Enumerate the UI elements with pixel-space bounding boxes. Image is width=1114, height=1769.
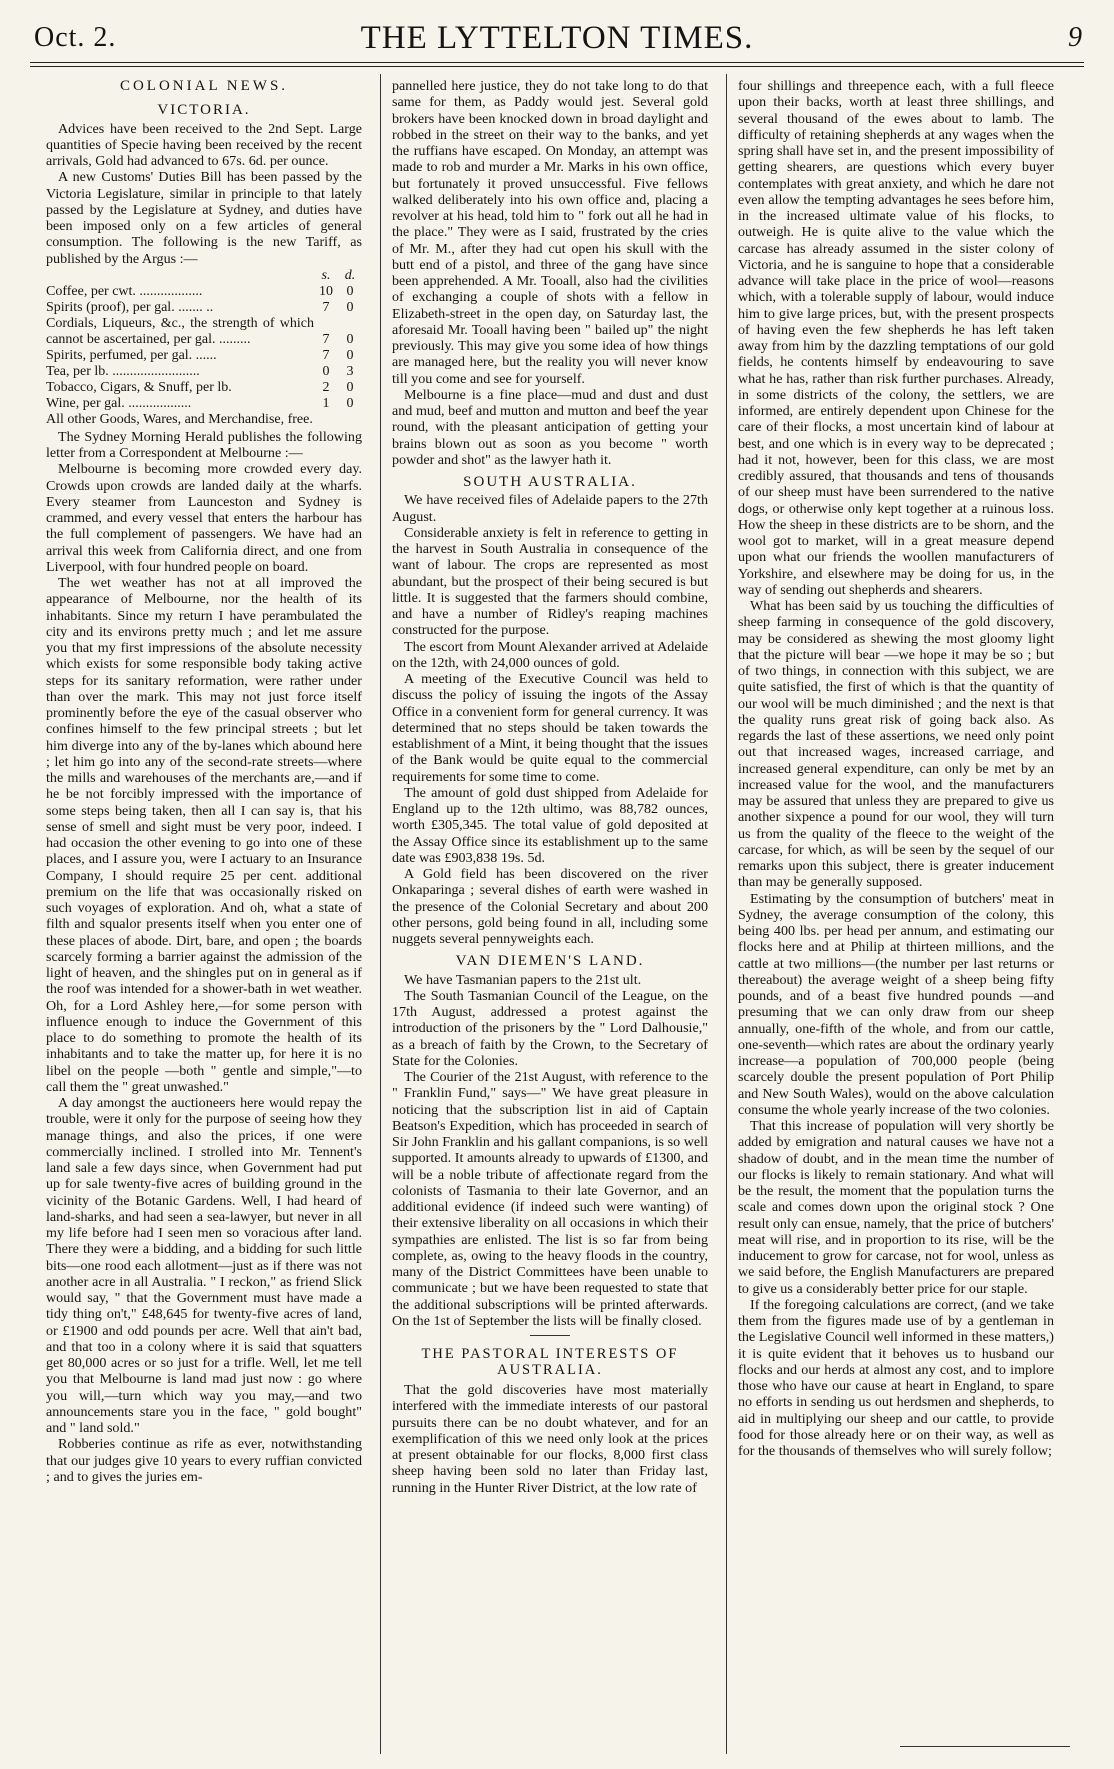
paragraph: Advices have been received to the 2nd Sept. Large quantities of Specie having been received by the recent arrivals, Gold had advanced to 67s. 6d. per ounce.: [46, 120, 362, 169]
page-number: 9: [1068, 22, 1082, 53]
tariff-row: Tobacco, Cigars, & Snuff, per lb. 2 0: [46, 379, 354, 395]
tariff-row: Tea, per lb. ......................... 0 3: [46, 363, 354, 379]
tariff-table: [46, 268, 362, 428]
tariff-row: Coffee, per cwt. .................. 10 0: [46, 283, 354, 299]
paragraph: The wet weather has not at all improved the appearance of Melbourne, nor the health of its inhabitants. Since my return I have perambulated the city and its environs pretty much ; and let me assure you that my first impressions of the absolute necessity which exists for some responsible body taking active steps for its sanitary reformation, were rather under than over the mark. This may not just force itself prominently before the eye of the casual observer who confines himself to the few principal streets ; but let him diverge into any of the by-lanes which abound here ; let him go into any of the second-rate streets—where the mills and warehouses of the merchants are,—and if he be not forcibly impressed with the importance of some steps being taken, then all I can say is, that his sense of smell and sight must be very poor, indeed. I had occasion the other evening to go into one of these places, and I assure you, were I actuary to an Insurance Company, I should require 25 per cent. additional premium on the life that was occasionally risked on such voyages of exploration. And oh, what a state of filth and squalor presents itself when you enter one of these places of abode. Dirt, bare, and open ; the boards scarcely forming a barrier against the admission of the light of heaven, and the shingles put on in general as if the roof was intended for a shower-bath in wet weather. Oh, for a Lord Ashley here,—for some person with influence enough to induce the Government of this place to do something to promote the health of its inhabitants and to take the matter up, for here it is no libel on the people —both " gentle and simple,"—to call them the " great unwashed.": [46, 575, 362, 1095]
tariff-col-pence: d.: [344, 267, 356, 283]
masthead: [28, 8, 1086, 54]
paragraph: That the gold discoveries have most materially interfered with the immediate interests of our pastoral pursuits there can be no doubt whatever, and for an exemplification of this we need only look at the prices at present obtainable for our flocks, 8,000 first class sheep having been sold no later than Friday last, running in the Hunter River District, at the low rate of: [392, 1382, 708, 1496]
masthead-rule-bottom: [30, 66, 1084, 67]
column-divider-2: [726, 74, 727, 1754]
tariff-row: Spirits, perfumed, per gal. ...... 7 0: [46, 347, 354, 363]
paragraph: Considerable anxiety is felt in reference to getting in the harvest in South Australia in consequence of the want of labour. The crops are represented as most abundant, but the prospect of their being secured is but little. It is suggested that the farmers should combine, and have a number of Ridley's reaping machines constructed for the purpose.: [392, 524, 708, 639]
column-3: [738, 78, 1054, 1748]
heading-van-diemens-land: VAN DIEMEN'S LAND.: [455, 953, 645, 970]
section-title: COLONIAL NEWS.: [119, 78, 289, 94]
issue-date: Oct. 2.: [34, 22, 117, 53]
paragraph: Melbourne is becoming more crowded every day. Crowds upon crowds are landed daily at the wharfs. Every steamer from Launceston and Sydney is crammed, and every vessel that enters the harbour has the full complement of passengers. We have had an arrival this week from California direct, and one from Liverpool, with four hundred people on board.: [46, 461, 362, 575]
paragraph: A meeting of the Executive Council was held to discuss the policy of issuing the ingots of the Assay Office in a convenient form for general currency. It was determined that no steps should be taken towards the establishment of a Mint, it being thought that the issues of the Bank would be quite equal to the commercial requirements for some time to come.: [392, 671, 708, 785]
paragraph: Estimating by the consumption of butchers' meat in Sydney, the average consumption of the colony, this being 400 lbs. per head per annum, and estimating our flocks here and at Philip at thirteen millions, and the cattle at two millions—(the number per last returns or thereabout) the average weight of a sheep being fifty pounds, and of a beast five hundred pounds —and presuming that we can only draw from our sheep annually, one-fifth of the whole, and from our cattle, one-seventh—which rates are about the ordinary yearly increase—a population of 700,000 people (being scarcely double the present population of Port Philip and New South Wales), would on the above calculation consume the whole yearly increase of the two colonies.: [738, 890, 1054, 1118]
tariff-row: Spirits (proof), per gal. ....... .. 7 0: [46, 299, 354, 315]
paragraph: If the foregoing calculations are correct, (and we take them from the figures made use of by a gentleman in the Legislative Council well informed in these matters,) it is quite evident that it behoves us to husband our flocks and our herds at almost any cost, and to implore those who have our cause at heart in England, to spare no efforts in sending us out herdsmen and shepherds, to aid in multiplying our sheep and our cattle, to provide food for those already here or on their way, as well as for the thousands of themselves who will surely follow;: [738, 1296, 1054, 1459]
column-divider-1: [380, 74, 381, 1754]
paragraph: Robberies continue as rife as ever, notwithstanding that our judges give 10 years to every ruffian convicted ; and to gives the juries em-: [46, 1436, 362, 1485]
heading-pastoral-interests: THE PASTORAL INTERESTS OF AUSTRALIA.: [421, 1346, 679, 1378]
paragraph: The escort from Mount Alexander arrived at Adelaide on the 12th, with 24,000 ounces of gold.: [392, 638, 708, 671]
paragraph: We have received files of Adelaide papers to the 27th August.: [392, 492, 708, 525]
paragraph: A day amongst the auctioneers here would repay the trouble, were it only for the purpose of seeing how they manage things, and also the prices, if one were commercially inclined. I strolled into Mr. Tennent's land sale a few days since, when Government had put up for sale twenty-five acres of building ground in the vicinity of the Botanic Gardens. Well, I had heard of land-sharks, and had seen a sea-lawyer, but never in all my life before had I seen men so voracious after land. There they were a bidding, and a bidding for such little bits—one rood each allotment—just as if there was not another acre in all Australia. " I reckon," as friend Slick would say, " that the Government must have made a tidy thing on't," £48,645 for twenty-five acres of land, or £1900 and odd pounds per acre. Well that ain't bad, and that too in a colony where it is said that squatters get 80,000 acres or so just for a trifle. Well, let me tell you that Melbourne is land mad just now : go where you will,—turn which way you may,—and two announcements stare you in the face, " gold bought" and " land sold.": [46, 1095, 362, 1436]
paragraph: The Courier of the 21st August, with reference to the " Franklin Fund," says—" We have great pleasure in noticing that the subscription list in aid of Captain Beatson's Expedition, which has proceeded in search of Sir John Franklin and his gallant companions, is so well supported. It amounts already to upwards of £1300, and will be a noble tribute of affectionate regard from the colonists of Tasmania to their late Governor, and an additional evidence (if indeed such were wanting) of their extensive liberality on all occasions in which their sympathies are enlisted. The list is so far from being complete, as, owing to the heavy floods in the country, many of the District Committees have been unable to communicate ; but we have been requested to state that the additional subscriptions will be printed afterwards. On the 1st of September the lists will be finally closed.: [392, 1069, 708, 1329]
paragraph: What has been said by us touching the difficulties of sheep farming in consequence of the gold discovery, may be considered as shewing the most gloomy light that the picture will bear —we hope it may be so ; but of two things, in connection with this subject, we are quite satisfied, the first of which is that the quantity of our wool will be much diminished ; and the next is that the quality runs great risk of going back also. As regards the last of these assertions, we need only point out that increased wages, increased carriage, and increased general expenditure, can only be met by an increased value for the wool, and the manufacturers may be assured that unless they are prepared to give us another sixpence a pound for our wool, they will turn us from the quality of the fleece to the weight of the carcase, for which, as will be seen by the sequel of our remarks upon this subject, there is greater inducement than may be generally supposed.: [738, 598, 1054, 891]
section-divider: [530, 1335, 570, 1336]
paragraph: four shillings and threepence each, with a full fleece upon their backs, worth at least three shillings, and several thousand of the ewes about to lamb. The difficulty of retaining shepherds at any wages when the spring shall have set in, and the present impossibility of getting shearers, are questions which every buyer contemplates with great anxiety, and which he dare not even allow the tempting advantages he sees before him, in the increased ultimate value of his flocks, to outweigh. He is quite alive to the value which the carcase has already assumed in the sister colony of Victoria, and he is sanguine to hope that a considerable advance will take place in the price of wool—reasons which, with a tolerable supply of labour, would induce him to give large prices, but, with the present prospects of having even the few shepherds he has left taken away from him by the dazzling temptations of our gold fields, he contents himself by endeavouring to save what he has, rather than risk further purchases. Already, in some districts of the colony, the settlers, we are informed, are entirely dependent upon Chinese for the care of their flocks, a most uncertain kind of labour at best, and one which is in every way to be deprecated ; had it not, however, been for this class, we are most credibly assured, that thousands and tens of thousands of our sheep must have been surrendered to the native dogs, or otherwise only kept together at a ruinous loss. How the sheep in these districts are to be shorn, and the wool got to market, will in a great measure depend upon what our friends the woollen manufacturers of Yorkshire, and elsewhere may be doing for us, in the way of sending out shepherds and shearers.: [738, 78, 1054, 598]
paragraph: That this increase of population will very shortly be added by emigration and natural causes we have not a shadow of doubt, and in the mean time the number of our flocks is likely to remain stationary. And what will be the result, the moment that the population turns the scale and comes down upon the original stock ? One result only can ensue, namely, that the price of butchers' meat will rise, and in proportion to its rise, will be the inducement to grow for carcase, not for wool, unless as we said before, the English Manufacturers are prepared to give us a considerably better price for our staple.: [738, 1118, 1054, 1297]
tariff-row: Cordials, Liqueurs, &c., the strength of which cannot be ascertained, per gal. ......... 7 0: [46, 315, 354, 347]
paragraph: A Gold field has been discovered on the river Onkaparinga ; several dishes of earth were washed in the presence of the Colonial Secretary and about 200 other persons, gold being found in all, including some nuggets several pennyweights each.: [392, 866, 708, 947]
tariff-row: Wine, per gal. .................. 1 0: [46, 395, 354, 411]
paragraph: Melbourne is a fine place—mud and dust and dust and mud, beef and mutton and mutton and beef the year round, with the pleasant anticipation of getting your brains blown out as soon as you become " worth powder and shot" as the lawyer hath it.: [392, 386, 708, 468]
masthead-rule-top: [30, 62, 1084, 63]
newspaper-title: THE LYTTELTON TIMES.: [360, 20, 754, 56]
heading-victoria: VICTORIA.: [157, 102, 251, 119]
paragraph: A new Customs' Duties Bill has been passed by the Victoria Legislature, similar in principle to that lately passed by the Legislature at Sydney, and duties have been imposed only on a few articles of general consumption. The following is the new Tariff, as published by the Argus :—: [46, 169, 362, 267]
column-end-rule: [900, 1746, 1070, 1748]
heading-south-australia: SOUTH AUSTRALIA.: [463, 474, 637, 490]
paragraph: We have Tasmanian papers to the 21st ult.: [404, 971, 642, 988]
tariff-row: All other Goods, Wares, and Merchandise, free.: [46, 411, 313, 427]
paragraph: The South Tasmanian Council of the League, on the 17th August, addressed a protest against the introduction of the prisoners by the " Lord Dalhousie," as a breach of faith by the Crown, to the Secretary of State for the Colonies.: [392, 987, 708, 1069]
column-2: [392, 78, 708, 1748]
paragraph: The amount of gold dust shipped from Adelaide for England up to the 12th ultimo, was 88,782 ounces, worth £305,345. The total value of gold deposited at the Assay Office since its establishment up to the same date was £903,838 19s. 5d.: [392, 784, 708, 866]
paragraph: The Sydney Morning Herald publishes the following letter from a Correspondent at Melbourne :—: [46, 428, 362, 461]
tariff-col-shillings: s.: [321, 267, 331, 283]
column-1: [46, 78, 362, 1748]
tariff-header: [46, 268, 362, 284]
paragraph: pannelled here justice, they do not take long to do that same for them, as Paddy would jest. Several gold brokers have been knocked down in broad daylight and robbed in the street on their way to the banks, and yet the ruffians have escaped. On Monday, an attempt was made to rob and murder a Mr. Marks in his own office, but fortunately it proved unsuccessful. Five fellows walked deliberately into his own office and, placing a revolver at his head, told him to " fork out all he had in the place." They were as I said, frustrated by the cries of Mr. M., after they had cut open his skull with the butt end of a pistol, and three of the gang have since been apprehended. A Mr. Tooall, also had the civilities of exchanging a couple of shots with a fellow in Elizabeth-street in the open day, on Saturday last, the aforesaid Mr. Tooall having been " bailed up" the night previously. This may give you some idea of how things are managed here, but the reality you will never know till you come and see for yourself.: [392, 78, 708, 387]
